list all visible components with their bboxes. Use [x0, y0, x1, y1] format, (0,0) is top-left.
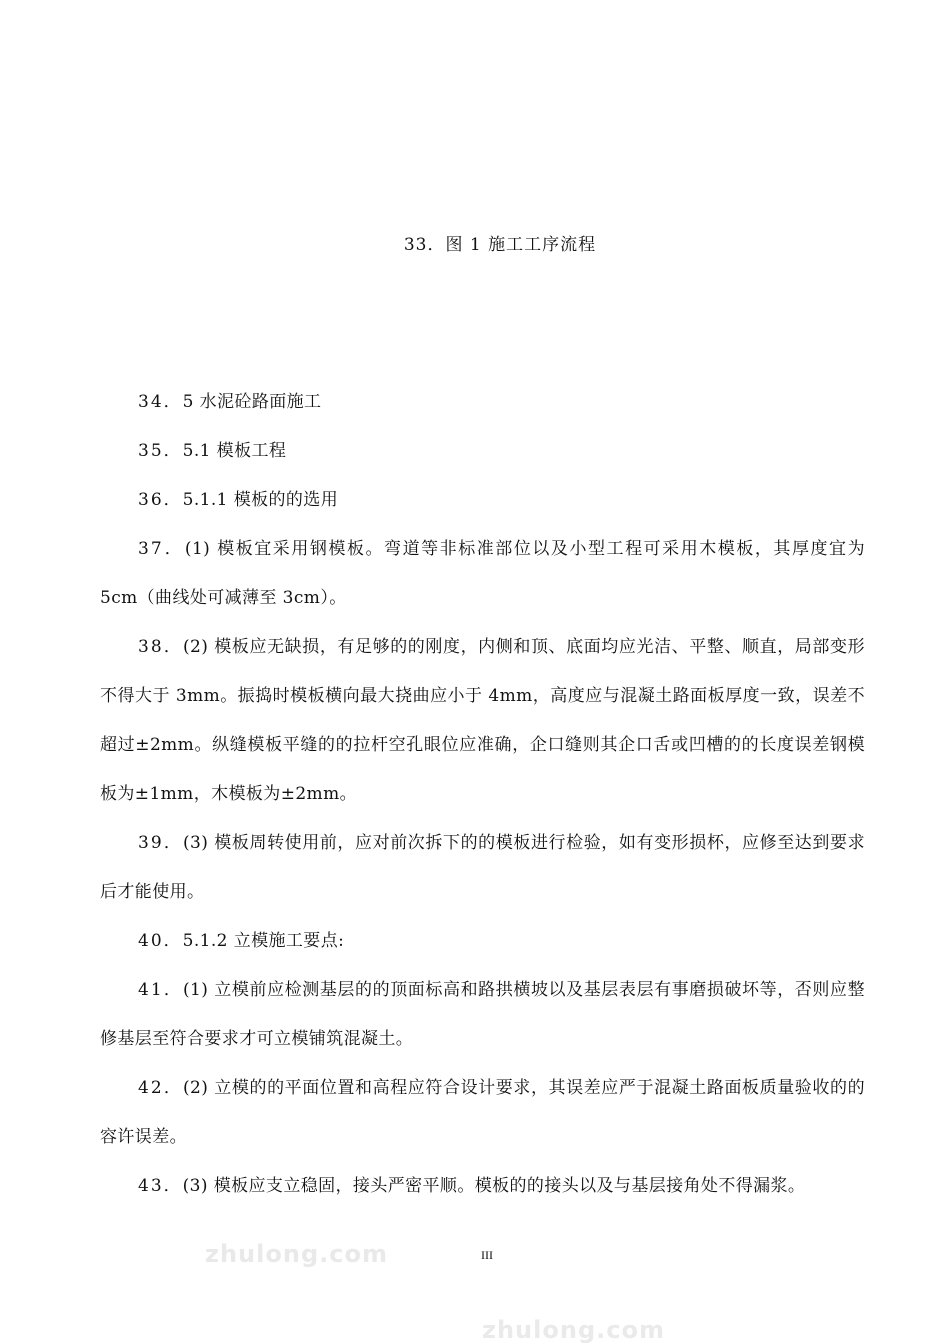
paragraph-number: 40．	[138, 931, 183, 951]
paragraph	[100, 966, 865, 1064]
page-number: III	[481, 1248, 493, 1262]
paragraph-number: 39．	[138, 833, 184, 853]
paragraph-number: 41．	[138, 980, 184, 1000]
paragraph-number: 35．	[138, 441, 183, 461]
paragraph-text: (1) 立模前应检测基层的的顶面标高和路拱横坡以及基层表层有事磨损破坏等，否则应整修基层至符合要求才可立模铺筑混凝土。	[100, 980, 865, 1049]
watermark: zhulong.com	[205, 1240, 388, 1268]
paragraph-text: 5.1.2 立模施工要点:	[182, 931, 345, 951]
paragraph-text: (1) 模板宜采用钢模板。弯道等非标准部位以及小型工程可采用木模板，其厚度宜为 5cm（曲线处可减薄至 3cm）。	[100, 539, 865, 608]
paragraph-number: 38．	[138, 637, 184, 657]
paragraph	[100, 427, 865, 476]
paragraph-text: (2) 模板应无缺损，有足够的的刚度，内侧和顶、底面均应光洁、平整、顺直，局部变形不得大于 3mm。振捣时模板横向最大挠曲应小于 4mm，高度应与混凝土路面板厚度一致，误差不超过±2mm。纵缝模板平缝的的拉杆空孔眼位应准确，企口缝则其企口舌或凹槽的的长度误差钢模板为±1mm，木模板为±2mm。	[100, 637, 865, 804]
paragraph-number: 43．	[138, 1176, 183, 1196]
paragraph	[100, 917, 865, 966]
body-text	[100, 378, 865, 1211]
paragraph	[100, 1064, 865, 1162]
paragraph-number: 36．	[138, 490, 183, 510]
paragraph	[100, 525, 865, 623]
paragraph-text: 5 水泥砼路面施工	[182, 392, 322, 412]
paragraph-text: 5.1 模板工程	[182, 441, 287, 461]
paragraph-number: 42．	[138, 1078, 184, 1098]
watermark: zhulong.com	[482, 1316, 665, 1344]
paragraph	[100, 1162, 865, 1211]
paragraph	[100, 819, 865, 917]
paragraph-text: 5.1.1 模板的的选用	[182, 490, 339, 510]
paragraph	[100, 623, 865, 819]
paragraph-text: (3) 模板应支立稳固，接头严密平顺。模板的的接头以及与基层接角处不得漏浆。	[182, 1176, 806, 1196]
paragraph-number: 37．	[138, 539, 185, 559]
figure-caption: 33．图 1 施工工序流程	[403, 235, 597, 255]
paragraph-text: (2) 立模的的平面位置和高程应符合设计要求，其误差应严于混凝土路面板质量验收的的容许误差。	[100, 1078, 865, 1147]
paragraph-text: (3) 模板周转使用前，应对前次拆下的的模板进行检验，如有变形损杯，应修至达到要求后才能使用。	[100, 833, 865, 902]
paragraph	[100, 476, 865, 525]
paragraph-number: 34．	[138, 392, 183, 412]
paragraph	[100, 378, 865, 427]
